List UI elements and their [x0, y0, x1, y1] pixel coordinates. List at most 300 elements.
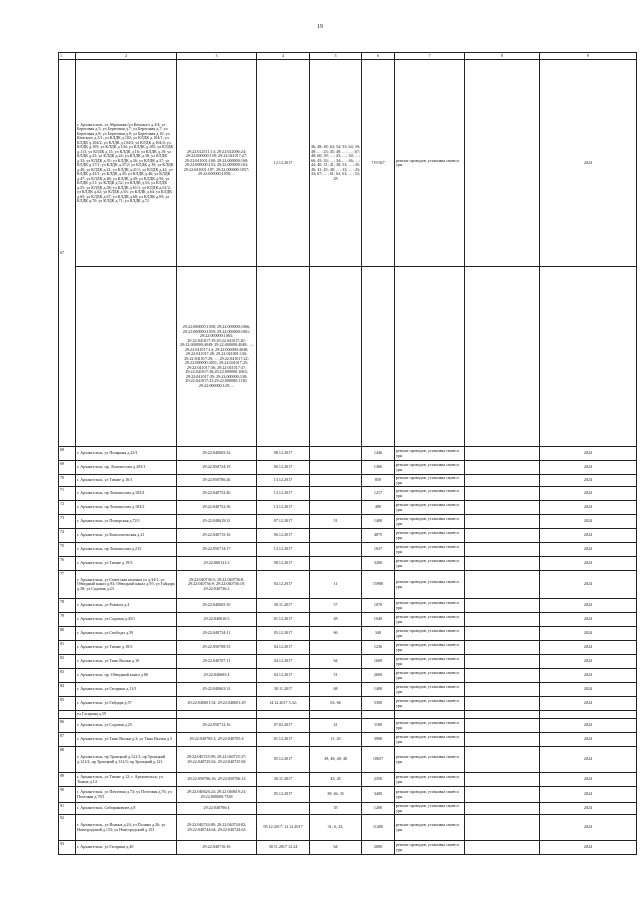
header-cell: 4 [257, 53, 310, 60]
work-cell: ремонт проводов, установка сваев и урн [395, 747, 465, 773]
row-number [59, 711, 76, 719]
work-cell: ремонт проводов, установка сваев и урн [395, 599, 465, 613]
address-cell: г. Архангельск, ул Поморская д.72/1 [76, 515, 177, 529]
work-cell: ремонт проводов, установка сваев и урн [395, 543, 465, 557]
apartments-cell [310, 487, 362, 501]
area-cell: 1200 [362, 803, 395, 815]
work-cell: ремонт проводов, установка сваев и урн [395, 461, 465, 475]
work-cell: ремонт проводов, установка сваев и урн [395, 697, 465, 711]
address-cell: г. Архангельск, пр Троицкий д.121/1; пр Троицкий д.121/2; пр Троицкий д.121/3; пр Троицкий д.123 [76, 747, 177, 773]
header-cell: 5 [310, 53, 362, 60]
area-cell: 1040 [362, 613, 395, 627]
year-cell: 2024 [540, 475, 637, 487]
cadastral-cell: 29:22:040752:40 [177, 487, 257, 501]
year-cell: 2024 [540, 557, 637, 571]
date-cell: 04.12.2017 [257, 641, 310, 655]
row-number: 91 [59, 803, 76, 815]
row-number: 72 [59, 501, 76, 515]
cadastral-cell: 29:22:050706:16; 29:22:050706:14 [177, 773, 257, 787]
table-row [59, 719, 637, 733]
table-row [59, 747, 637, 773]
address-cell: г. Архангельск, ул Комсомольская д.21 [76, 529, 177, 543]
apartments-cell [310, 543, 362, 557]
empty-cell [310, 267, 362, 447]
cadastral-cell: 29:22:040715:16 [177, 529, 257, 543]
empty-cell [465, 841, 540, 855]
area-cell: 1600 [362, 655, 395, 669]
date-cell: 04.12.2017 [257, 669, 310, 683]
row-number: 84 [59, 683, 76, 697]
area-cell: 1446 [362, 447, 395, 461]
empty-cell [465, 487, 540, 501]
address-cell: г. Архангельск, ул Иоанна д.24; ул Полина д.26; ул Новгородский д.153; ул Новгородский д.153 [76, 815, 177, 841]
cadastral-cell: 29:22:050714:17 [177, 543, 257, 557]
address-cell: г. Архангельск, Сибиряковцев д.8 [76, 803, 177, 815]
date-cell: 04.12.2017 [257, 655, 310, 669]
address-cell: г. Архангельск, ул Тимме д.18/3 [76, 641, 177, 655]
date-cell: 13.12.2017 [257, 487, 310, 501]
cadastral-cell: 29:22:040736:5; 29:22:040736:8; 29:22:040736:9; 29:22:040736:10; 29:22:040736:2 [177, 571, 257, 599]
date-cell: 30.11.2017 [257, 683, 310, 697]
address-cell [76, 267, 177, 447]
header-row [59, 53, 637, 60]
table-row [59, 515, 637, 529]
page-number: 19 [317, 24, 323, 30]
date-cell: 13.12.2017 [257, 475, 310, 487]
date-cell [257, 711, 310, 719]
area-cell: 1217 [362, 487, 395, 501]
row-number: 76 [59, 557, 76, 571]
empty-cell [465, 60, 540, 267]
date-cell: 05.12.2017 [257, 787, 310, 803]
address-cell: г. Архангельск, ул Тимме д.19/3 [76, 557, 177, 571]
address-cell: г. Архангельск, ул Гагарина д.40 [76, 841, 177, 855]
apartments-cell: 39; 48; 48; 48 [310, 747, 362, 773]
empty-cell [465, 447, 540, 461]
empty-cell [465, 733, 540, 747]
area-cell: 1637 [362, 543, 395, 557]
empty-cell [465, 669, 540, 683]
cadastral-cell: 29:22:040626:24; 29:22:040619:23; 29:22:000000:7338 [177, 787, 257, 803]
apartments-cell: 64 [310, 655, 362, 669]
empty-cell [465, 267, 540, 447]
table-row [59, 733, 637, 747]
cadastral-cell: 29:22:040619:31 [177, 515, 257, 529]
empty-cell [257, 267, 310, 447]
work-cell: ремонт проводов, установка сваев и урн [395, 475, 465, 487]
year-cell: 2024 [540, 733, 637, 747]
apartments-cell: 11; 20 [310, 733, 362, 747]
apartments-cell [310, 529, 362, 543]
work-cell: ремонт проводов, установка сваев и урн [395, 719, 465, 733]
apartments-cell [310, 557, 362, 571]
year-cell: 2024 [540, 655, 637, 669]
date-cell: 06.12.2017 [257, 461, 310, 475]
table-row [59, 803, 637, 815]
date-cell: 05.12.2017 [257, 747, 310, 773]
year-cell: 2024 [540, 747, 637, 773]
empty-cell [465, 719, 540, 733]
cadastral-cell: 29:22:040616:5 [177, 613, 257, 627]
area-cell: 480 [362, 501, 395, 515]
table-row [59, 599, 637, 613]
cadastral-cell [177, 711, 257, 719]
table-row [59, 815, 637, 841]
year-cell: 2024 [540, 599, 637, 613]
work-cell: ремонт проводов, установка сваев и урн [395, 733, 465, 747]
table-row [59, 557, 637, 571]
table-row [59, 571, 637, 599]
date-cell: 30.11.2017 [257, 773, 310, 787]
row-number: 71 [59, 487, 76, 501]
row-number: 80 [59, 627, 76, 641]
area-cell: 719 927 [362, 60, 395, 267]
work-cell: ремонт проводов, установка сваев и урн [395, 803, 465, 815]
apartments-cell: 35 [310, 803, 362, 815]
apartments-cell [310, 461, 362, 475]
cadastral-cell: 29:22:040725:99; 29:22:040725:37; 29:22:040725:62; 29:22:040725:84 [177, 747, 257, 773]
area-cell: 2600 [362, 669, 395, 683]
area-cell: 340 [362, 627, 395, 641]
area-cell [362, 711, 395, 719]
year-cell: 2024 [540, 60, 637, 267]
year-cell: 2024 [540, 571, 637, 599]
apartments-cell: 63; 66 [310, 697, 362, 711]
row-number: 93 [59, 841, 76, 855]
table-row [59, 711, 637, 719]
work-cell: ремонт проводов, установка сваев и урн [395, 529, 465, 543]
apartments-cell [310, 641, 362, 655]
year-cell: 2024 [540, 529, 637, 543]
address-cell: г. Архангельск, ул Садовая д.45/1 [76, 613, 177, 627]
apartments-cell: 45; 45 [310, 773, 362, 787]
year-cell: 2024 [540, 773, 637, 787]
year-cell: 2024 [540, 515, 637, 529]
cadastral-cell: 29:22:050708:53 [177, 641, 257, 655]
empty-cell [465, 557, 540, 571]
work-cell: ремонт проводов, установка сваев и урн [395, 683, 465, 697]
work-cell: ремонт проводов, установка сваев и урн [395, 613, 465, 627]
empty-cell [465, 543, 540, 557]
row-number: 74 [59, 529, 76, 543]
row-number: 88 [59, 747, 76, 773]
empty-cell [465, 627, 540, 641]
row-number: 69 [59, 461, 76, 475]
address-cell: г. Архангельск, ул Гайдара д.57 [76, 697, 177, 711]
date-cell: 06.12.2017 [257, 529, 310, 543]
area-cell: 3200 [362, 557, 395, 571]
date-cell: 07.12.2017 [257, 515, 310, 529]
empty-cell [465, 515, 540, 529]
row-number: 78 [59, 599, 76, 613]
cadastral-cell: 29:22:040744:80; 29:22:040744:82; 29:22:040744:64; 29:22:040744:63 [177, 815, 257, 841]
work-cell: ремонт проводов, установка сваев и урн [395, 773, 465, 787]
work-cell: ремонт проводов, установка сваев и урн [395, 641, 465, 655]
date-cell: 08.12.2017 [257, 557, 310, 571]
row-number: 70 [59, 475, 76, 487]
empty-cell [465, 787, 540, 803]
year-cell: 2024 [540, 501, 637, 515]
apartments-cell: 36; 48; 48; 64; 54; 53; 64; 39; 48; ... ; 23; 45; 48; ... ; ... ; 67; 48; 60; 39; ... ; 45; ... ; 30; ... ; 60; 45; 33; ... ; 34; ... ; 46; ... ; 44; 40; 31; 41; 38; 53; ... ; 45; 40; 41; 45; 48; ... ; 33; ... ; 43; 33; 67; ... ; 61; 62; 63; ... ; 52; 28 [310, 60, 362, 267]
empty-cell [465, 655, 540, 669]
date-cell: 05.12.2017 [257, 627, 310, 641]
work-cell: ремонт проводов, установка сваев и урн [395, 669, 465, 683]
cadastral-cell: 29:22:040716:16 [177, 841, 257, 855]
cadastral-cell: 29:22:050724:19 [177, 461, 257, 475]
address-cell: г. Архангельск, ул Полярная д.23/1 [76, 447, 177, 461]
cadastral-cell: 29:22:040706:4 [177, 803, 257, 815]
year-cell: 2024 [540, 613, 637, 627]
empty-cell [465, 475, 540, 487]
row-number: 68 [59, 447, 76, 461]
work-cell: ремонт проводов, установка сваев и урн [395, 515, 465, 529]
empty-cell [465, 697, 540, 711]
year-cell [540, 711, 637, 719]
work-cell: ремонт проводов, установка сваев и урн [395, 501, 465, 515]
row-number: 90 [59, 787, 76, 803]
date-cell: 30.11.2017 [257, 599, 310, 613]
area-cell: 11400 [362, 815, 395, 841]
header-cell: 9 [540, 53, 637, 60]
table-row-continuation [59, 267, 637, 447]
row-number: 92 [59, 815, 76, 841]
empty-cell [465, 641, 540, 655]
apartments-cell: 39; 46; 35 [310, 787, 362, 803]
apartments-cell: 11 [310, 571, 362, 599]
date-cell: 08.12.2017 [257, 447, 310, 461]
date-cell: 12.12.2017 [257, 60, 310, 267]
area-cell: 3900 [362, 733, 395, 747]
address-cell: г. Архангельск, ул Советская колонка ул д.34/1; ул Обводный канал д.93; Обводный канал д.95; ул Гайдара д.38; ул Садовая д.23 [76, 571, 177, 599]
table-row [59, 60, 637, 267]
apartments-cell [310, 447, 362, 461]
apartments-cell [310, 475, 362, 487]
empty-cell [465, 711, 540, 719]
apartments-cell: 31; 6; 23; [310, 815, 362, 841]
apartments-cell: 48 [310, 613, 362, 627]
header-cell: 8 [465, 53, 540, 60]
year-cell: 2024 [540, 841, 637, 855]
cadastral-cell: 29:22:040752:36 [177, 501, 257, 515]
cadastral-cell: 29:22:040601:54; 29:22:040601:29 [177, 697, 257, 711]
cadastral-cell: 29:22:040605:10 [177, 599, 257, 613]
date-cell: 13.12.2017 [257, 501, 310, 515]
work-cell: ремонт проводов, установка сваев и урн [395, 627, 465, 641]
cadastral-cell: 29:22:000000:1058; 29:22:000000:1066; 29:22:000000:1059; 29:22:000000:1061; 29:22:000000:1063; 29:22:041017:19;29:22:041017:20; 29:22:000000:4049; 29:22:000000:4048; ...; 29:22:041017:14; 29:22:000000:4048; 29:22:041017:28; 29:22:041001:136; 29:22:041017:29; ...; 29:22:041017:22; 29:22:000000:3051; 29:22:041017:25; 29:22:041017:36; 29:22:041017:37; 29:22:041017:38;29:22:000000:1063; 29:22:041017:39; 29:22:000000:138; 29:22:041017:41;29:22:000000:1130; 29:22:000000:129; ... [177, 267, 257, 447]
cadastral-cell: 29:22:040605:4 [177, 669, 257, 683]
year-cell: 2024 [540, 461, 637, 475]
area-cell: 1236 [362, 641, 395, 655]
address-cell: г. Архангельск, ул Садовая д.25 [76, 719, 177, 733]
address-cell: г. Архангельск, ул Свободы д.59 [76, 627, 177, 641]
date-cell: 13.12.2017 [257, 543, 310, 557]
year-cell: 2024 [540, 669, 637, 683]
area-cell: 2000 [362, 841, 395, 855]
table-row [59, 787, 637, 803]
work-cell [395, 711, 465, 719]
work-cell: ремонт проводов, установка сваев и урн [395, 841, 465, 855]
empty-cell [362, 267, 395, 447]
row-number: 86 [59, 719, 76, 733]
table-row [59, 447, 637, 461]
work-cell: ремонт проводов, установка сваев и урн [395, 815, 465, 841]
cadastral-cell: 29:22:040734:11 [177, 627, 257, 641]
apartments-cell [310, 501, 362, 515]
area-cell: 3400 [362, 787, 395, 803]
register-table [58, 52, 637, 855]
table-row [59, 475, 637, 487]
cadastral-cell: 29:22:050706:26 [177, 475, 257, 487]
row-number: 82 [59, 655, 76, 669]
table-row [59, 683, 637, 697]
date-cell: 01.12.2017 [257, 733, 310, 747]
address-cell: г. Архангельск, пр Ломоносова д.215 [76, 543, 177, 557]
header-cell: 6 [362, 53, 395, 60]
table-row [59, 501, 637, 515]
apartments-cell: 57 [310, 599, 362, 613]
table-row [59, 627, 637, 641]
empty-cell [540, 267, 637, 447]
table-row [59, 641, 637, 655]
table-row [59, 773, 637, 787]
cadastral-cell: 29:22:050712:16 [177, 719, 257, 733]
row-number: 67 [59, 60, 76, 447]
year-cell: 2024 [540, 683, 637, 697]
header-cell: 7 [395, 53, 465, 60]
address-cell: г. Архангельск, ул Гагарина д.13/1 [76, 683, 177, 697]
cadastral-cell: 29:22:040605:32 [177, 447, 257, 461]
year-cell: 2024 [540, 543, 637, 557]
area-cell: 10657 [362, 747, 395, 773]
cadastral-cell: 29:22:022511:14; 29:22:022006:24; 29:22:000000:158; 29:22:041017:27; 29:22:041001:168; 29:22:000000:168; 29:22:000000:153; 29:22:000000:163; 29:22:041001:187; 29:22:000000:1057; 29:22:000000:1058; ... [177, 60, 257, 267]
area-cell: 2350 [362, 773, 395, 787]
apartments-cell: 51 [310, 515, 362, 529]
address-cell: г. Архангельск, ул Тыко Вылки д.3; ул Тыко Вылки д.5 [76, 733, 177, 747]
empty-cell [465, 747, 540, 773]
area-cell: 1400 [362, 515, 395, 529]
date-cell: 07.02.2017 [257, 719, 310, 733]
empty-cell [465, 571, 540, 599]
apartments-cell [310, 711, 362, 719]
area-cell: 5300 [362, 697, 395, 711]
row-number: 87 [59, 733, 76, 747]
table-row [59, 613, 637, 627]
year-cell: 2024 [540, 641, 637, 655]
work-cell: ремонт проводов, установка сваев и урн [395, 787, 465, 803]
year-cell: 2024 [540, 447, 637, 461]
area-cell: 1360 [362, 461, 395, 475]
address-cell: г. Архангельск, ул Тимме д.16/1 [76, 475, 177, 487]
work-cell: ремонт проводов, установка сваев и урн [395, 60, 465, 267]
year-cell: 2024 [540, 487, 637, 501]
work-cell: ремонт проводов, установка сваев и урн [395, 655, 465, 669]
address-cell: г. Архангельск, ул Розинга д.4 [76, 599, 177, 613]
work-cell: ремонт проводов, установка сваев и урн [395, 447, 465, 461]
area-cell: 15980 [362, 571, 395, 599]
address-cell: г. Архангельск, ул Абрамова (ул Кемского д.3/4; ул Береговая д.5; ул Береговая д.7; ул Береговая д.7; ул Береговая д.8; ул Береговая д.9; ул Береговая д.10; ул Кемского д.3/1; ул КЛДК д.102; ул КЛДК д.104/1; ул КЛДК д.104/2; ул КЛДК д.104/3; ул КЛДК д.104/4; ул КЛДК д.105; ул КЛДК д.104; ул КЛДК д.105; ул КЛДК д.113; ул КЛДК д.15; ул КЛДК д.16; ул КЛДК д.18; ул КЛДК д.23; ул КЛДК д.24; ул КЛДК д.30; ул КЛДК д.32; ул КЛДК д.35; ул КЛДК д.36; ул КЛДК д.37; ул КЛДК д.37/1; ул КЛДК д.37/2; ул КЛДК д.39; ул КЛДК д.40; ул КЛДК д.41; ул КЛДК д.41/1; ул КЛДК д.42; ул КЛДК д.43/1; ул КЛДК д.45; ул КЛДК д.46; ул КЛДК д.47; ул КЛДК д.48; ул КЛДК д.49; ул КЛДК д.50; ул КЛДК д.51; ул КЛДК д.52; ул КЛДК д.53; ул КЛДК д.55; ул КЛДК д.58; ул КЛДК д.61/1; ул КЛДК д.61/2; ул КЛДК д.62; ул КЛДК д.63; ул КЛДК д.64; ул КЛДК д.65; ул КЛДК д.67; ул КЛДК д.68; ул КЛДК д.69; ул КЛДК д.70; ул КЛДК д.71; ул КЛДК д.72 [76, 60, 177, 267]
address-cell: г. Архангельск, ул Почтовая д.74; ул Почтовая д.76; ул Почтовая д.78/1 [76, 787, 177, 803]
cadastral-cell: 29:22:040705:3; 29:22:040705:4 [177, 733, 257, 747]
address-cell: г. Архангельск, пр Ломоносова д.183/2 [76, 501, 177, 515]
empty-cell [465, 501, 540, 515]
empty-cell [465, 599, 540, 613]
work-cell: ремонт проводов, установка сваев и урн [395, 571, 465, 599]
address-cell: г. Архангельск, пр. Обводный канал д.86 [76, 669, 177, 683]
header-cell: 2 [76, 53, 177, 60]
area-cell: 1400 [362, 683, 395, 697]
header-cell: 1 [59, 53, 76, 60]
address-cell: ул Гагарина д.59 [76, 711, 177, 719]
apartments-cell: 64 [310, 841, 362, 855]
year-cell: 2024 [540, 815, 637, 841]
empty-cell [395, 267, 465, 447]
row-number: 89 [59, 773, 76, 787]
table-row [59, 529, 637, 543]
cadastral-cell: 29:22:060131:3 [177, 557, 257, 571]
table-row [59, 841, 637, 855]
row-number: 75 [59, 543, 76, 557]
table-row [59, 543, 637, 557]
apartments-cell: 68 [310, 683, 362, 697]
row-number: 83 [59, 669, 76, 683]
area-cell: 1070 [362, 599, 395, 613]
row-number: 77 [59, 571, 76, 599]
cadastral-cell: 29:22:040602:31 [177, 683, 257, 697]
table-row [59, 655, 637, 669]
address-cell: г. Архангельск, ул Тимме д.12; г. Архангельск, ул Тимме д.14 [76, 773, 177, 787]
header-cell: 3 [177, 53, 257, 60]
row-number: 79 [59, 613, 76, 627]
date-cell: 01.12.2017 [257, 613, 310, 627]
table-row [59, 487, 637, 501]
table-row [59, 697, 637, 711]
date-cell: 05.12.2017; 12.12.2017 [257, 815, 310, 841]
empty-cell [465, 773, 540, 787]
row-number: 73 [59, 515, 76, 529]
year-cell: 2024 [540, 697, 637, 711]
year-cell: 2024 [540, 803, 637, 815]
work-cell: ремонт проводов, установка сваев и урн [395, 487, 465, 501]
address-cell: г. Архангельск, пр. Ломоносова д.203/1 [76, 461, 177, 475]
date-cell [257, 803, 310, 815]
year-cell: 2024 [540, 627, 637, 641]
empty-cell [465, 815, 540, 841]
cadastral-cell: 29:22:040707:11 [177, 655, 257, 669]
area-cell: 1180 [362, 719, 395, 733]
apartments-cell: 41 [310, 719, 362, 733]
address-cell: г. Архангельск, ул Тыко Вылки д.10 [76, 655, 177, 669]
area-cell: 850 [362, 475, 395, 487]
row-number: 85 [59, 697, 76, 711]
address-cell: г. Архангельск, пр Ломоносова д.183/4 [76, 487, 177, 501]
year-cell: 2024 [540, 719, 637, 733]
date-cell: 04.12.2017 [257, 571, 310, 599]
date-cell: 30.11.2017 12.24 [257, 841, 310, 855]
empty-cell [465, 683, 540, 697]
table-row [59, 461, 637, 475]
table-row [59, 669, 637, 683]
empty-cell [465, 529, 540, 543]
empty-cell [465, 613, 540, 627]
work-cell: ремонт проводов, установка сваев и урн [395, 557, 465, 571]
year-cell: 2024 [540, 787, 637, 803]
empty-cell [465, 803, 540, 815]
date-cell: 14.12.2017 5.32; [257, 697, 310, 711]
apartments-cell: 66 [310, 627, 362, 641]
row-number: 81 [59, 641, 76, 655]
apartments-cell: 51 [310, 669, 362, 683]
area-cell: 4875 [362, 529, 395, 543]
